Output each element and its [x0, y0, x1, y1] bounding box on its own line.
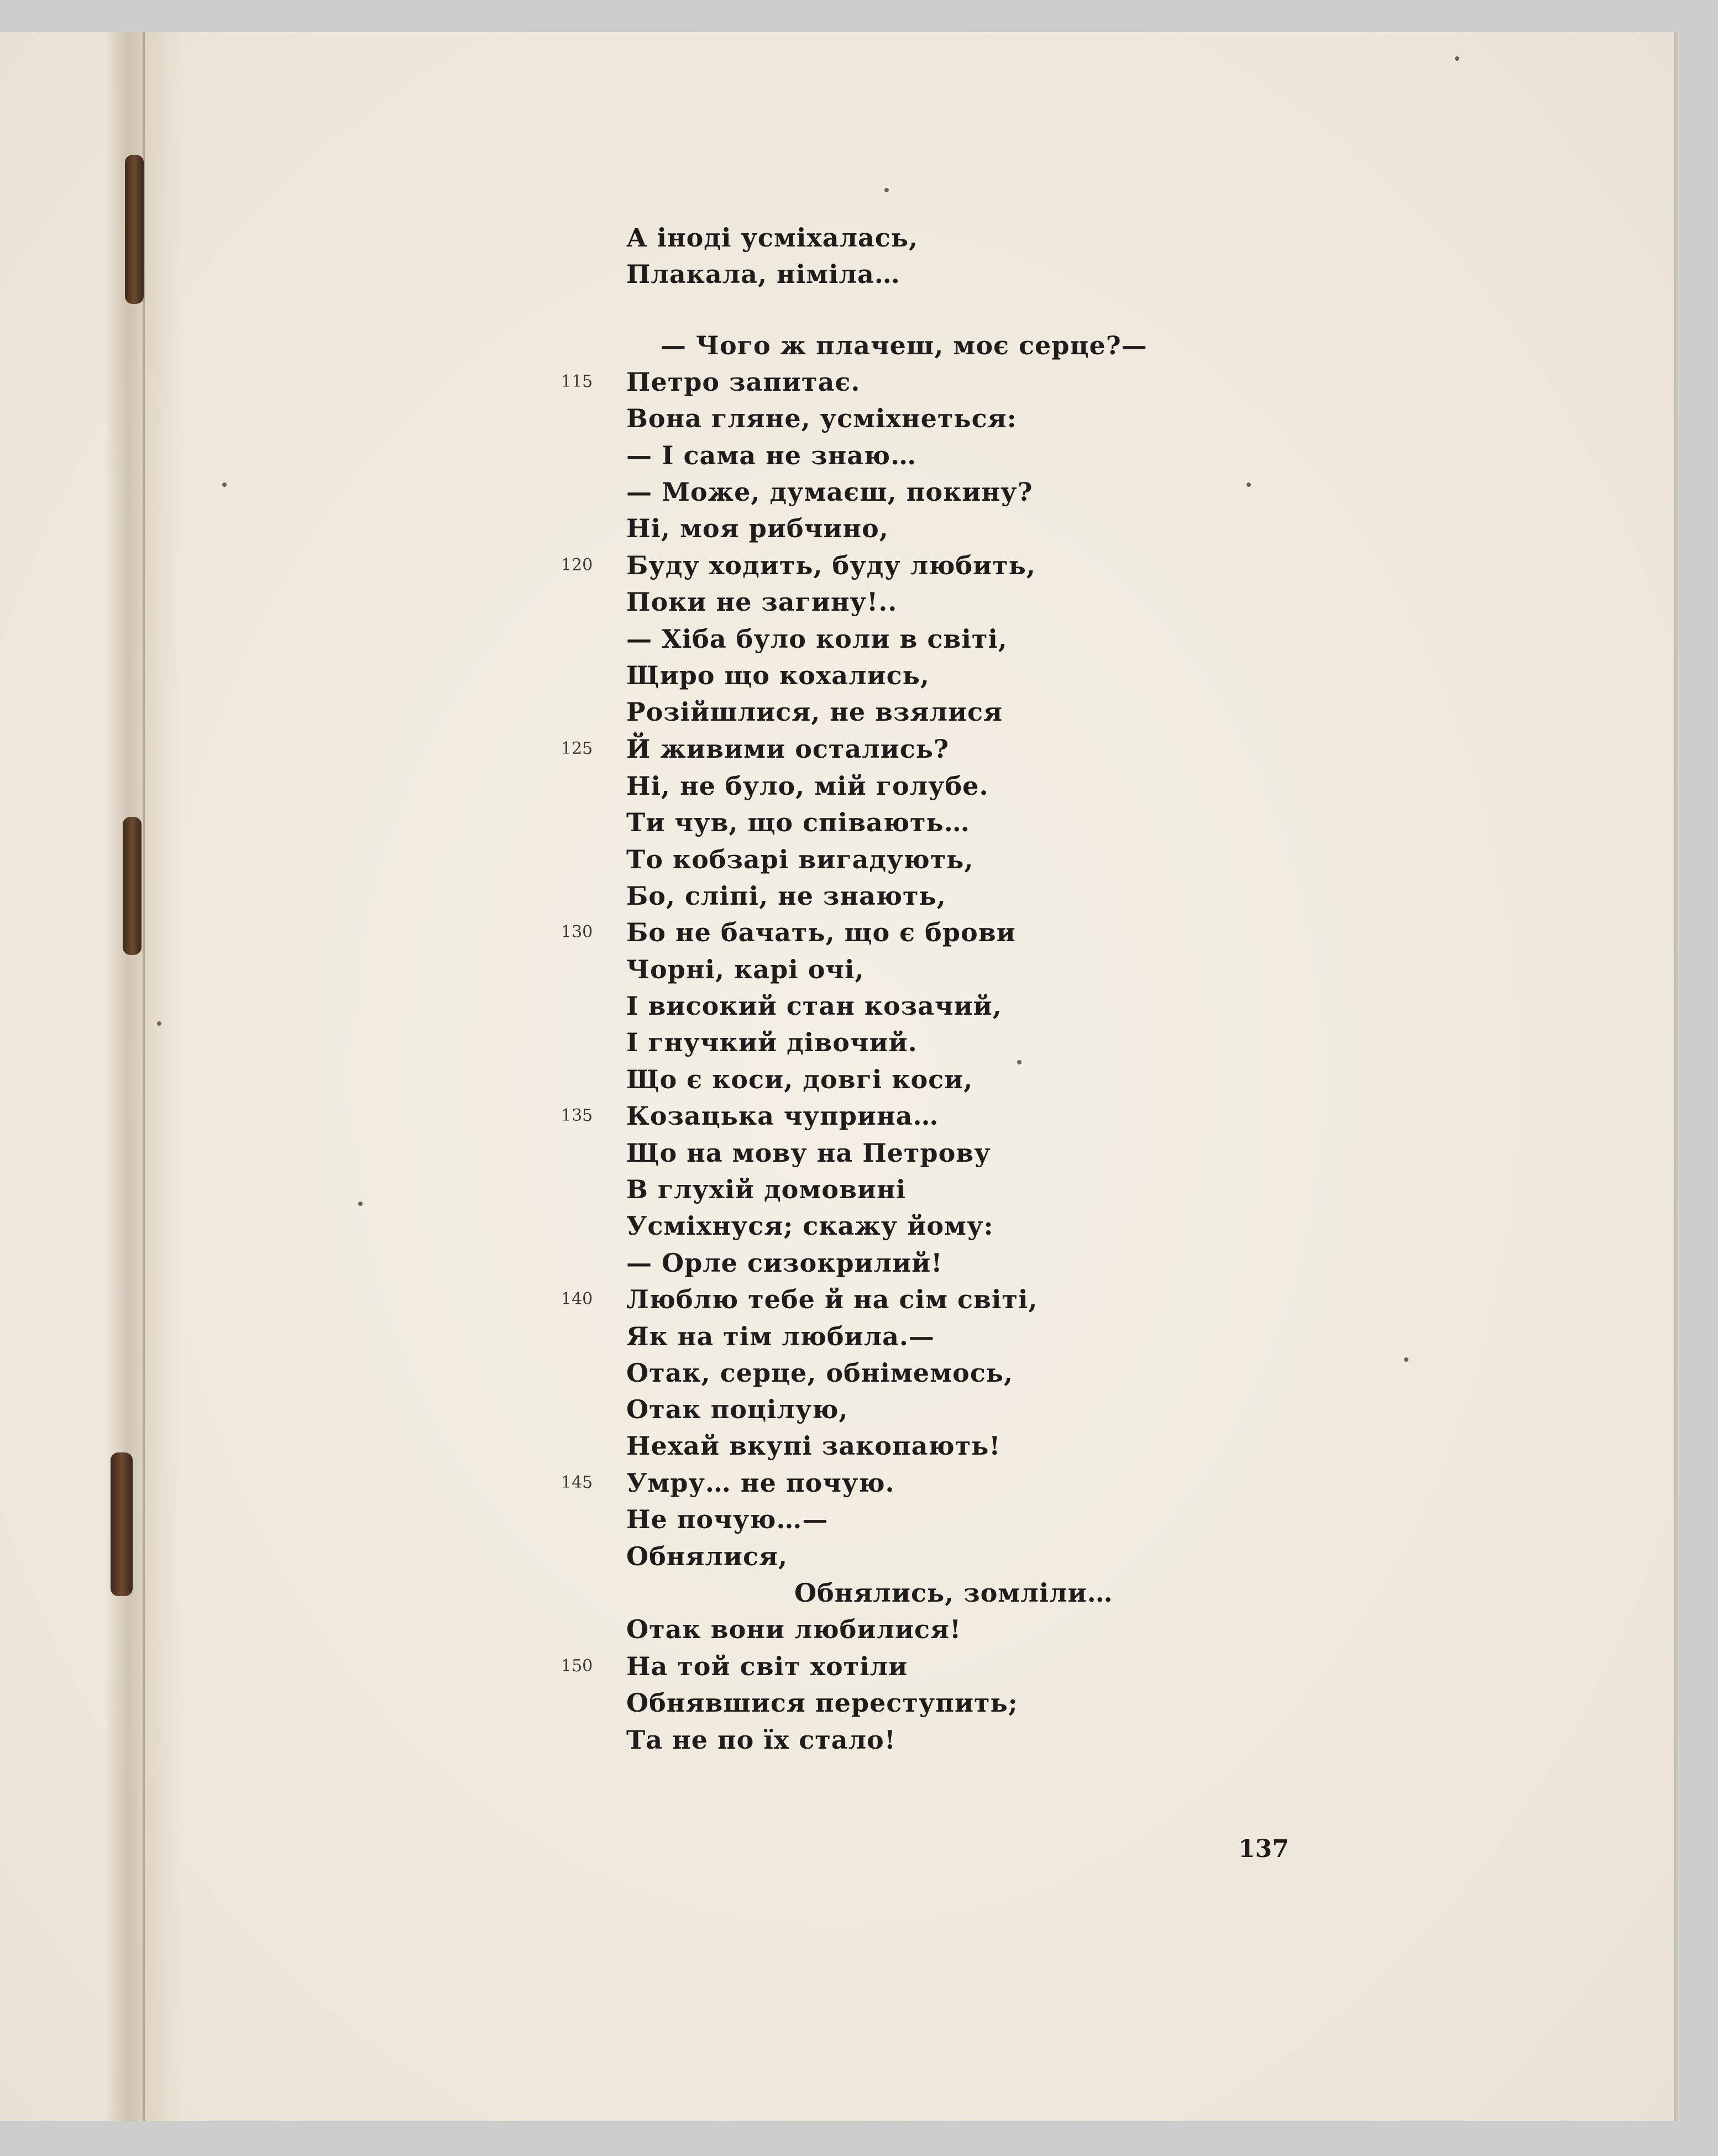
line-number: 150: [561, 1656, 593, 1676]
book-page: [0, 32, 1674, 2121]
verse-line: Ти чув, що співають…: [626, 807, 970, 837]
verse-line: Розійшлися, не взялися: [626, 697, 1003, 727]
verse-line: Що є коси, довгі коси,: [626, 1064, 973, 1094]
verse-line: Що на мову на Петрову: [626, 1138, 991, 1168]
page-number: 137: [1238, 1835, 1289, 1863]
verse-line: Ні, не було, мій голубе.: [626, 771, 989, 801]
verse-line: Усміхнуся; скажу йому:: [626, 1211, 994, 1241]
verse-line: Ні, моя рибчино,: [626, 513, 889, 543]
verse-line: Обнялись, зомліли…: [794, 1578, 1113, 1608]
verse-line: А іноді усміхалась,: [626, 223, 919, 253]
page-edge: [1674, 32, 1679, 2121]
verse-line: Петро запитає.: [626, 367, 861, 397]
verse-line: Чорні, карі очі,: [626, 954, 865, 984]
verse-line: Умру… не почую.: [626, 1468, 895, 1498]
verse-line: Отак, серце, обнімемось,: [626, 1358, 1013, 1388]
verse-line: Плакала, німіла…: [626, 259, 900, 289]
verse-line: Обнявшися переступить;: [626, 1688, 1018, 1718]
verse-line: Як на тім любила.—: [626, 1321, 935, 1351]
verse-line: Та не по їх стало!: [626, 1725, 896, 1755]
verse-line: Бо, сліпі, не знають,: [626, 881, 946, 911]
verse-line: Люблю тебе й на сім світі,: [626, 1284, 1038, 1314]
verse-line: Буду ходить, буду любить,: [626, 550, 1036, 580]
verse-line: — Може, думаєш, покину?: [626, 477, 1033, 507]
line-number: 130: [561, 922, 593, 942]
line-number: 115: [561, 372, 593, 391]
verse-line: Поки не загину!..: [626, 587, 898, 617]
verse-line: На той світ хотіли: [626, 1651, 908, 1681]
verse-line: Й живими остались?: [626, 734, 949, 764]
line-number: 120: [561, 555, 593, 575]
verse-line: І гнучкий дівочий.: [626, 1027, 918, 1057]
line-number: 125: [561, 739, 593, 758]
verse-line: Козацька чуприна…: [626, 1101, 939, 1131]
verse-line: Вона гляне, усміхнеться:: [626, 403, 1017, 433]
verse-line: — Чого ж плачеш, моє серце?—: [661, 331, 1148, 360]
line-number: 145: [561, 1473, 593, 1492]
line-number: 140: [561, 1289, 593, 1309]
verse-line: В глухій домовині: [626, 1174, 907, 1204]
verse-line: То кобзарі вигадують,: [626, 844, 974, 874]
verse-line: Бо не бачать, що є брови: [626, 917, 1016, 947]
verse-line: — І сама не знаю…: [626, 440, 917, 470]
verse-line: — Хіба було коли в світі,: [626, 624, 1008, 654]
line-number: 135: [561, 1106, 593, 1125]
verse-line: Отак вони любилися!: [626, 1614, 962, 1644]
verse-line: Отак поцілую,: [626, 1394, 848, 1424]
verse-line: — Орле сизокрилий!: [626, 1248, 943, 1278]
verse-line: Не почую…—: [626, 1504, 829, 1534]
verse-line: Нехай вкупі закопають!: [626, 1431, 1001, 1461]
verse-line: Обнялися,: [626, 1541, 788, 1571]
verse-line: І високий стан козачий,: [626, 991, 1002, 1021]
poem-text: [0, 32, 1674, 2121]
verse-line: Щиро що кохались,: [626, 660, 930, 690]
